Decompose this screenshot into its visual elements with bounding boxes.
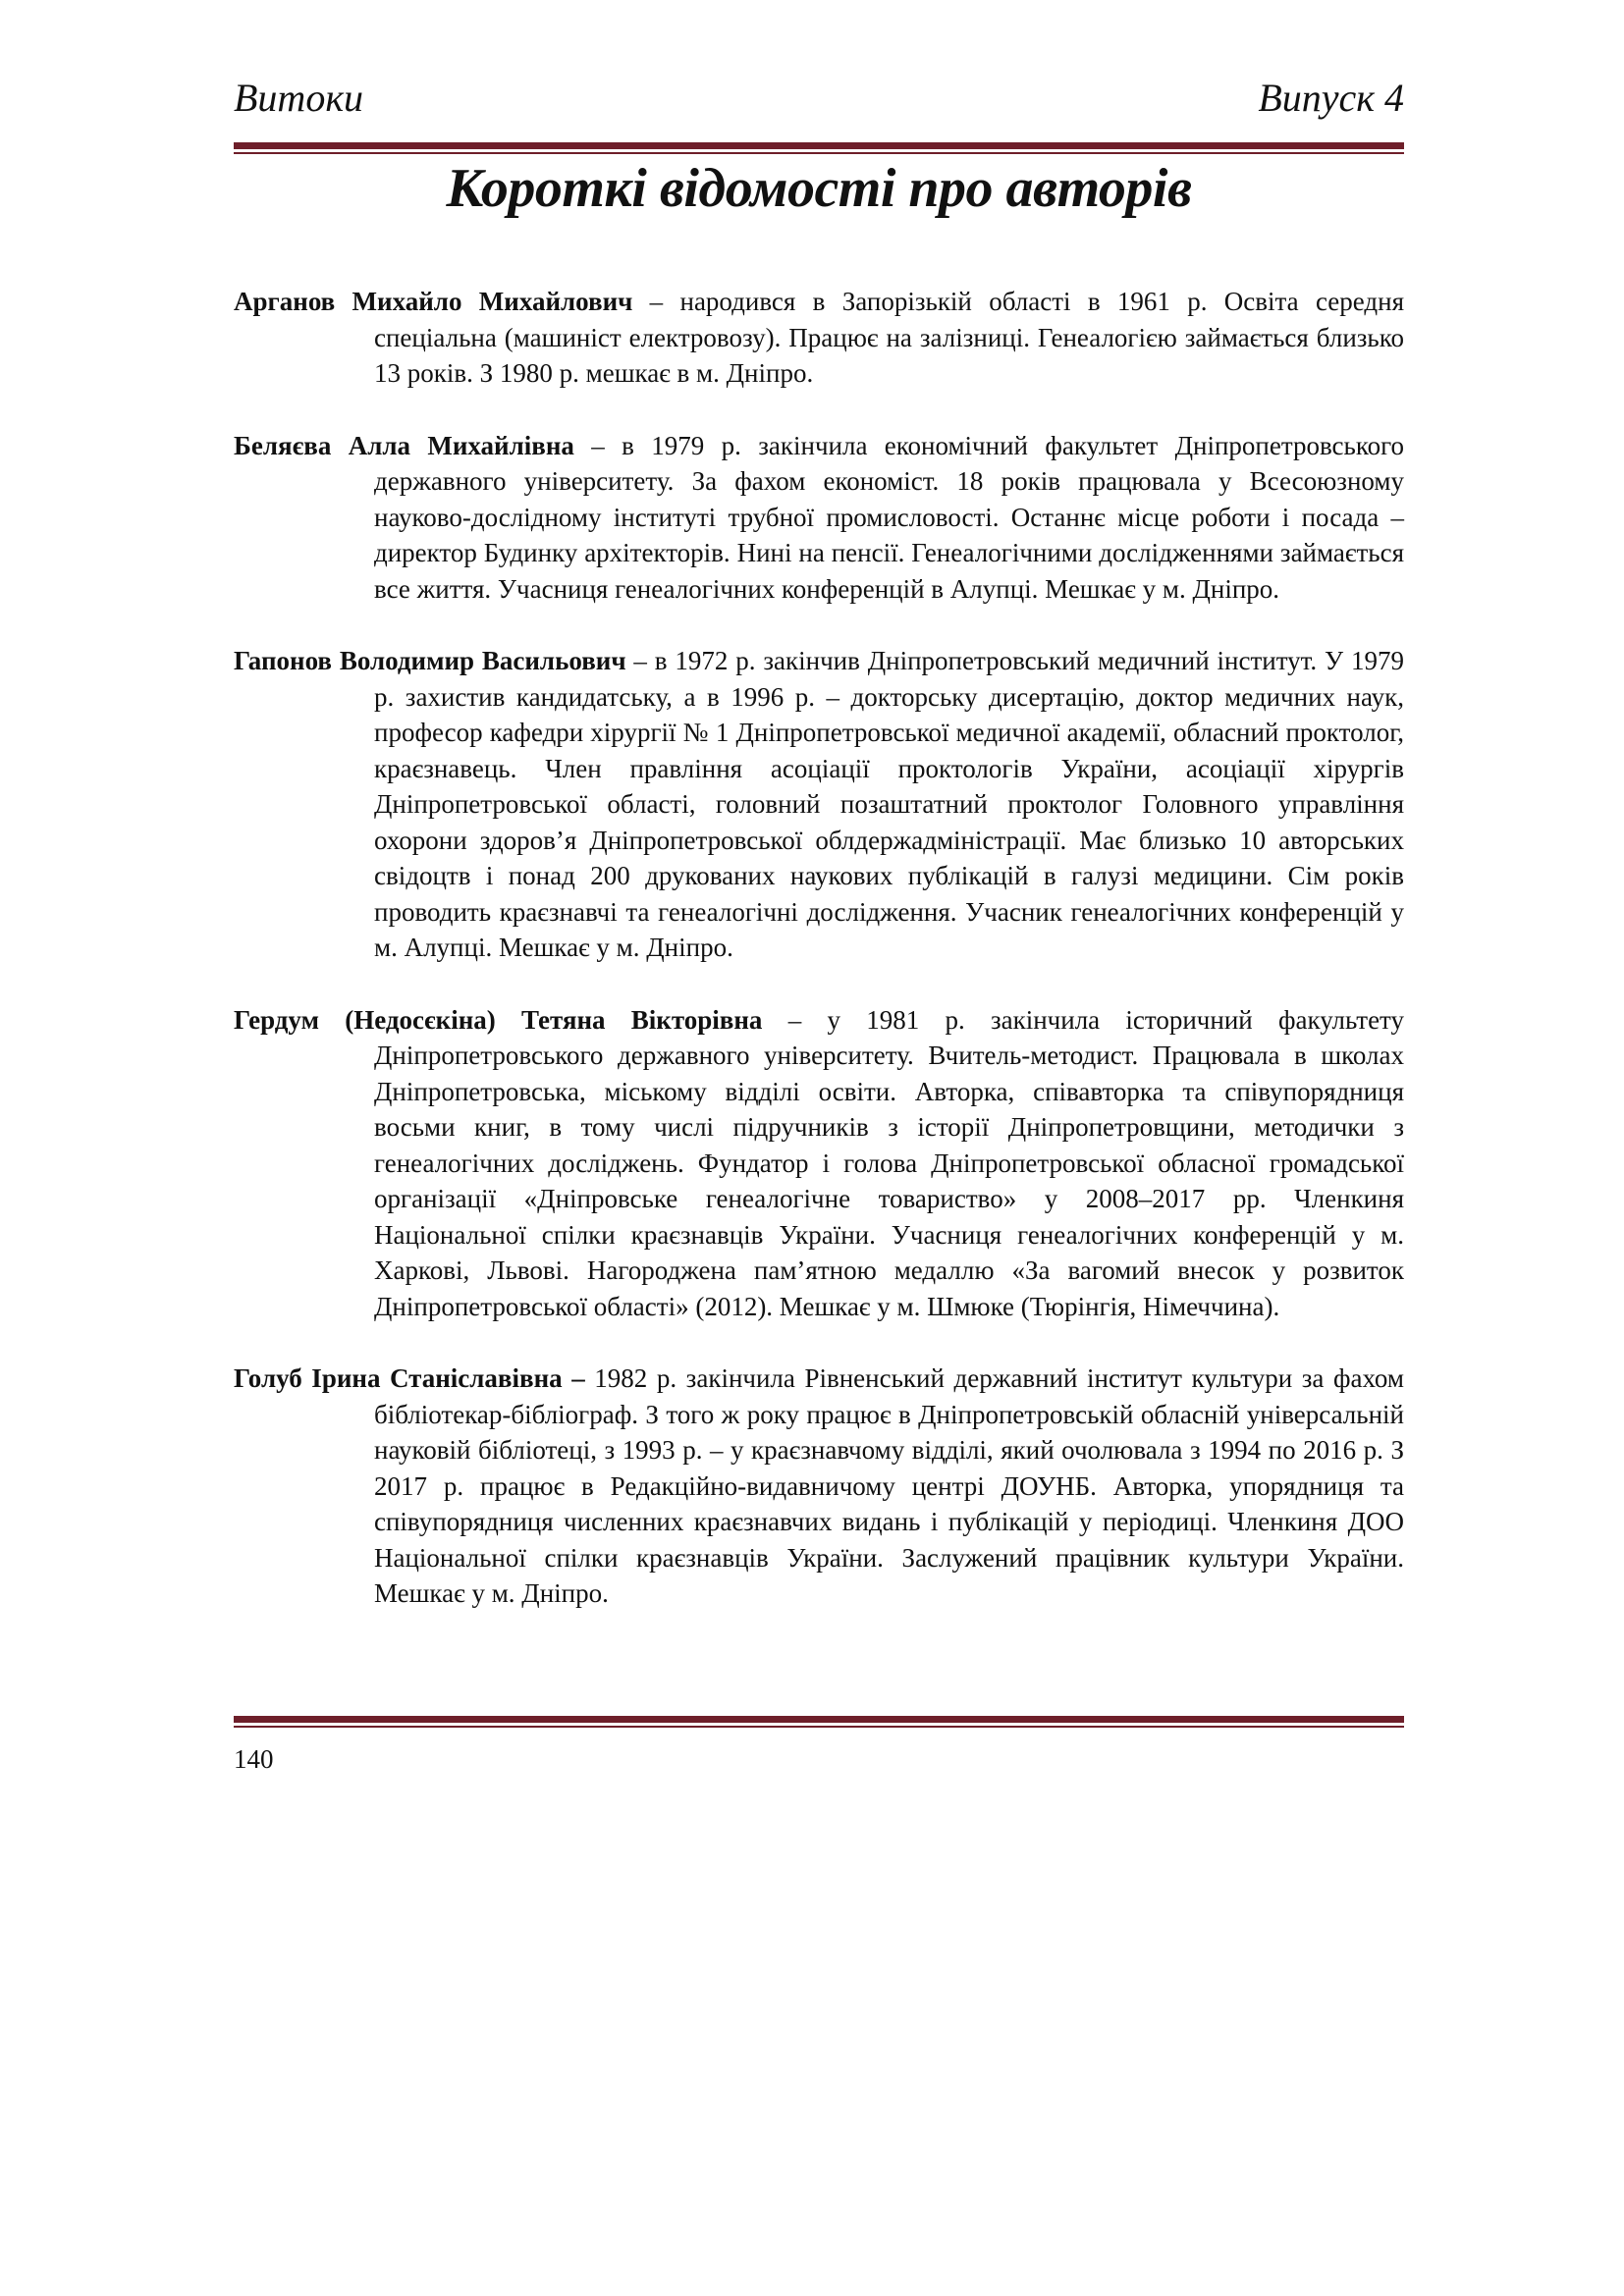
- author-list: [234, 257, 1404, 1648]
- header-journal-title: Витоки: [234, 76, 364, 120]
- footer-divider: [234, 1716, 1404, 1728]
- header-divider: [234, 142, 1404, 154]
- author-entry-holub: [234, 1361, 1404, 1612]
- header-divider-thick-line: [234, 142, 1404, 149]
- page-title: Короткі відомості про авторів: [446, 158, 1192, 219]
- author-name: Арганов Михайло Михайлович: [234, 287, 633, 316]
- author-bio: – в 1979 р. закінчила економічний факультет Дніпропетровського державного університету. За фахом економіст. 18 років працювала у Всесоюзному науково-дослідному інституті трубної промисловості. Останнє місце роботи і посада – директор Будинку архітекторів. Нині на пенсії. Генеалогічними дослідженнями займається все життя. Учасниця генеалогічних конференцій в Алупці. Мешкає у м. Дніпро.: [374, 430, 1404, 604]
- header-issue-number: Випуск 4: [1258, 76, 1404, 120]
- footer-divider-thin-line: [234, 1726, 1404, 1728]
- header-divider-thin-line: [234, 152, 1404, 154]
- author-bio: – у 1981 р. закінчила історичний факультету Дніпропетровського державного університету. Вчитель-методист. Працювала в школах Дніпропетровська, міському відділі освіти. Авторка, співавторка та співупорядниця восьми книг, в тому числі підручників з історії Дніпропетровщини, методички з генеалогічних досліджень. Фундатор і голова Дніпропетровської обласної громадської організації «Дніпровське генеалогічне товариство» у 2008–2017 рр. Членкиня Національної спілки краєзнавців України. Учасниця генеалогічних конференцій у м. Харкові, Львові. Нагороджена пам’ятною медаллю «За вагомий внесок у розвиток Дніпропетровської області» (2012). Мешкає у м. Шмюке (Тюрінгія, Німеччина).: [374, 1004, 1404, 1321]
- author-name: Беляєва Алла Михайлівна: [234, 430, 574, 460]
- author-bio: – в 1972 р. закінчив Дніпропетровський медичний інститут. У 1979 р. захистив кандидатську, а в 1996 р. – докторську дисертацію, доктор медичних наук, професор кафедри хірургії № 1 Дніпропетровської медичної академії, обласний проктолог, краєзнавець. Член правління асоціації проктологів України, асоціації хірургів Дніпропетровської області, головний позаштатний проктолог Головного управління охорони здоров’я Дніпропетровської облдержадміністрації. Має близько 10 авторських свідоцтв і понад 200 друкованих наукових публікацій в галузі медицини. Сім років проводить краєзнавчі та генеалогічні дослідження. Учасник генеалогічних конференцій у м. Алупці. Мешкає у м. Дніпро.: [374, 646, 1404, 962]
- author-bio: 1982 р. закінчила Рівненський державний інститут культури за фахом бібліотекар-бібліограф. З того ж року працює в Дніпропетровській обласній універсальній науковій бібліотеці, з 1993 р. – у краєзнавчому відділі, який очолювала з 1994 по 2016 р. З 2017 р. працює в Редакційно-видавничому центрі ДОУНБ. Авторка, упорядниця та співупорядниця численних краєзнавчих видань і публікацій у періодиці. Членкиня ДОО Національної спілки краєзнавців України. Заслужений працівник культури України. Мешкає у м. Дніпро.: [374, 1363, 1405, 1608]
- author-name: Гапонов Володимир Васильович: [234, 646, 626, 675]
- author-name: Голуб Ірина Станіславівна –: [234, 1363, 585, 1393]
- author-entry-herdum: [234, 1002, 1404, 1325]
- footer-divider-thick-line: [234, 1716, 1404, 1723]
- author-entry-arganov: [234, 284, 1404, 392]
- running-header: [234, 75, 1404, 133]
- author-bio: – народився в Запорізькій області в 1961 р. Освіта середня спеціальна (машиніст електровозу). Працює на залізниці. Генеалогією займається близько 13 років. З 1980 р. мешкає в м. Дніпро.: [374, 287, 1404, 388]
- author-entry-beliaieva: [234, 428, 1404, 608]
- author-name: Гердум (Недосєкіна) Тетяна Вікторівна: [234, 1004, 763, 1035]
- page-number: 140: [234, 1744, 274, 1774]
- author-entry-haponov: [234, 643, 1404, 966]
